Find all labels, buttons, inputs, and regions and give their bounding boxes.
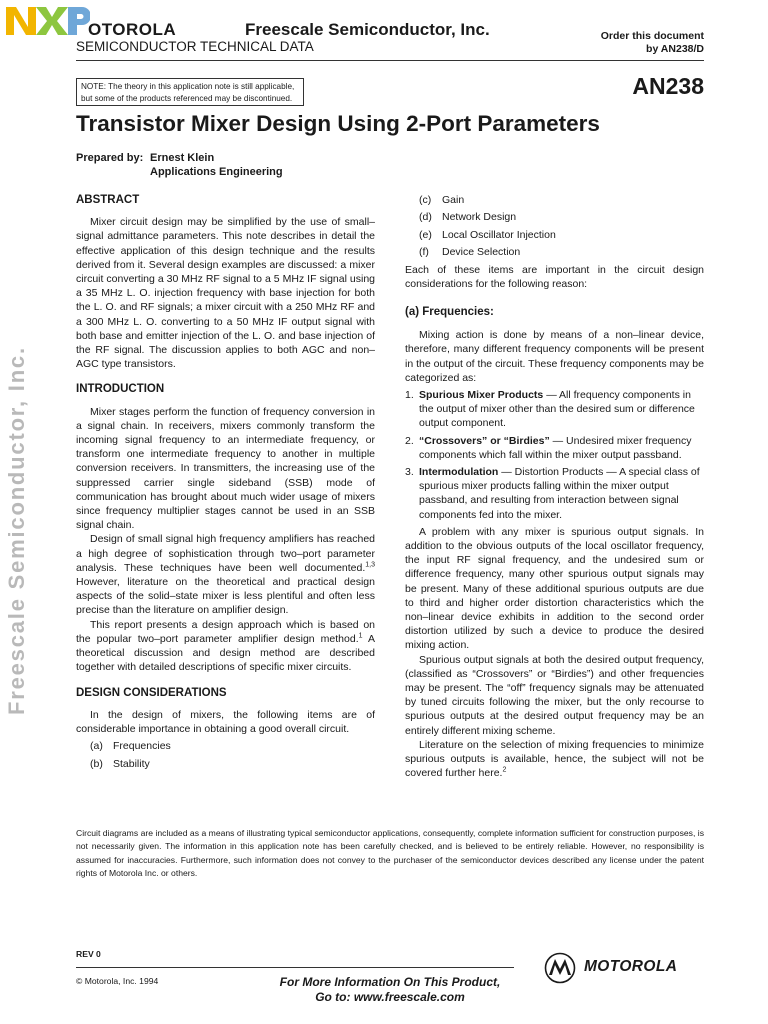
list-text: Frequencies (113, 740, 171, 753)
list-item (405, 210, 704, 224)
freescale-header: Freescale Semiconductor, Inc. (245, 20, 490, 39)
list-item (405, 193, 704, 207)
text-run: Design of small signal high frequency amplifiers has reached a high degree of sophistication through two–port parameter analysis. These techniques have been well documented. (76, 533, 375, 574)
frequencies-paragraph: Spurious output signals at both the desired output frequency, (classified as “Crossovers” or “Birdies”) and other frequencies may be present. The “off” frequency signals may be attenuated by tuned circuits following the mixer, but the only recourse to spurious outputs at the desired output frequency may be an entirely different mixing scheme. (405, 653, 704, 737)
frequencies-paragraph (405, 738, 704, 781)
document-title: Transistor Mixer Design Using 2-Port Parameters (76, 111, 600, 136)
design-considerations-heading: DESIGN CONSIDERATIONS (76, 686, 227, 699)
text-run: A theoretical discussion and design method are described together with detailed descriptions of specific mixer circuits. (76, 632, 376, 674)
note-line: but some of the products referenced may be discontinued. (81, 93, 293, 103)
intro-paragraph: Mixer stages perform the function of frequency conversion in a signal chain. In receivers, mixers commonly transform the incoming signal frequency to an intermediate frequency, or transform one intermediate frequency to another in multiple conversion receivers. In transmitters, the increasing use of the suppressed carrier single sideband (SSB) mode of communication has brought about much wider usage of mixers since frequency multiplier stages cannot be used in an SSB signal chain. (76, 405, 375, 532)
list-label: (a) (90, 740, 103, 753)
list-term: Spurious Mixer Products (419, 388, 544, 401)
list-text: — Undesired mixer frequency components which fall within the mixer output passband. (419, 434, 692, 461)
text-run: Literature on the selection of mixing frequencies to minimize spurious outputs is available, hence, the subject will not be covered further here. (405, 738, 704, 780)
list-text: Network Design (442, 211, 517, 224)
list-item (76, 757, 375, 771)
motorola-wordmark: MOTOROLA (584, 958, 678, 975)
text-run: However, literature on the theoretical and practical design aspects of the solid–state mixer is less plentiful and often less precise than the literature on amplifier design. (76, 576, 375, 617)
order-document-number: by AN238/D (646, 43, 704, 55)
list-text: Gain (442, 194, 465, 206)
list-number: 3. (405, 466, 414, 478)
list-number: 2. (405, 434, 414, 447)
list-term: Intermodulation (419, 466, 499, 478)
author-role: Applications Engineering (150, 166, 283, 178)
reference-superscript: 1,3 (365, 561, 375, 569)
list-label: (b) (90, 757, 103, 770)
frequencies-paragraph: Mixing action is done by means of a non–linear device, therefore, many different frequency components will be present in the output of the circuit. These frequency components may be categorized as: (405, 329, 704, 384)
numbered-item (405, 465, 704, 522)
reference-superscript: 2 (502, 766, 507, 774)
order-document-label: Order this document (600, 30, 704, 42)
reference-superscript: 1 (358, 632, 363, 640)
abstract-heading: ABSTRACT (76, 194, 140, 206)
revision-label: REV 0 (76, 949, 101, 959)
nxp-logo (6, 5, 90, 37)
text-run: This report presents a design approach which is based on the popular two–port parameter amplifier design method. (76, 618, 375, 645)
list-label: (d) (419, 211, 432, 224)
document-category: SEMICONDUCTOR TECHNICAL DATA (76, 39, 314, 54)
list-text: Stability (113, 757, 150, 770)
author-name: Ernest Klein (150, 152, 215, 164)
intro-paragraph (76, 618, 375, 675)
design-paragraph: In the design of mixers, the following items are of considerable importance in obtaining a good overall circuit. (76, 708, 375, 735)
list-number: 1. (405, 388, 414, 401)
sidebar-watermark: Freescale Semiconductor, Inc. (4, 346, 29, 715)
header-rule (76, 60, 704, 61)
numbered-item (405, 388, 704, 431)
application-note-number: AN238 (632, 73, 704, 99)
list-label: (c) (419, 194, 432, 206)
copyright: © Motorola, Inc. 1994 (76, 976, 159, 986)
more-info-text: For More Information On This Product, (279, 975, 501, 989)
list-term: “Crossovers” or “Birdies” (419, 434, 550, 447)
list-text: — All frequency components in the output of mixer other than the desired sum or difference output component. (419, 388, 695, 430)
list-text: Local Oscillator Injection (442, 228, 556, 241)
numbered-item (405, 434, 704, 462)
list-text: — Distortion Products — A special class of spurious mixer products falling within the mixer output passband, and resulting from interaction between signal components fed into the mixer. (419, 466, 700, 521)
introduction-heading: INTRODUCTION (76, 383, 165, 396)
intro-paragraph (76, 532, 375, 617)
right-column (405, 193, 704, 780)
more-info-url[interactable]: Go to: www.freescale.com (315, 990, 465, 1004)
list-label: (e) (419, 228, 432, 241)
footer-rule (76, 967, 514, 968)
prepared-by-label: Prepared by: (76, 152, 144, 164)
frequencies-heading: (a) Frequencies: (405, 305, 494, 318)
list-item (405, 245, 704, 259)
abstract-text: Mixer circuit design may be simplified by the use of small–signal admittance parameters. This note describes in detail the effective application of this design technique and the results derived from it. Several design examples are discussed: a mixer circuit converting a 30 MHz RF signal to a 5 MHz IF signal using a 35 MHz L. O. injection frequency with base injection for both the L. O. and RF signals; a mixer circuit with a 250 MHz RF and a 300 MHz L. O. converting to a 50 MHz IF output signal with both base and emitter injection of the L. O. and base injection of the RF signal. The discussion applies to both AGC and non–AGC type transistors. (76, 216, 375, 371)
motorola-header: OTOROLA (88, 20, 177, 39)
left-column (76, 193, 375, 774)
list-label: (f) (419, 246, 429, 259)
disclaimer: Circuit diagrams are included as a means of illustrating typical semiconductor applications, consequently, complete information sufficient for construction purposes, is not necessarily given. The information in this application note has been carefully checked, and is believed to be entirely reliable. However, no responsibility is assumed for inaccuracies. Furthermore, such information does not convey to the purchaser of the semiconductor devices described any license under the patent rights of Motorola Inc. or others. (76, 828, 704, 879)
note-box (76, 78, 304, 106)
note-line: NOTE: The theory in this application note is still applicable, (81, 82, 295, 91)
items-followup: Each of these items are important in the circuit design considerations for the following reason: (405, 263, 704, 290)
list-item (76, 739, 375, 753)
list-text: Device Selection (442, 246, 521, 259)
frequencies-paragraph: A problem with any mixer is spurious output signals. In addition to the obvious outputs of the local oscillator frequency, the input RF signal frequency, and the undesired sum or difference frequency, many other spurious output signals may be present. Many of these additional spurious outputs are due to third and higher order distortion characteristics which the non–linear device exhibits in addition to the second order distortion utilized by such a device to produce the desired mixing action. (405, 525, 704, 652)
motorola-batwing-icon (544, 952, 576, 984)
list-item (405, 228, 704, 242)
